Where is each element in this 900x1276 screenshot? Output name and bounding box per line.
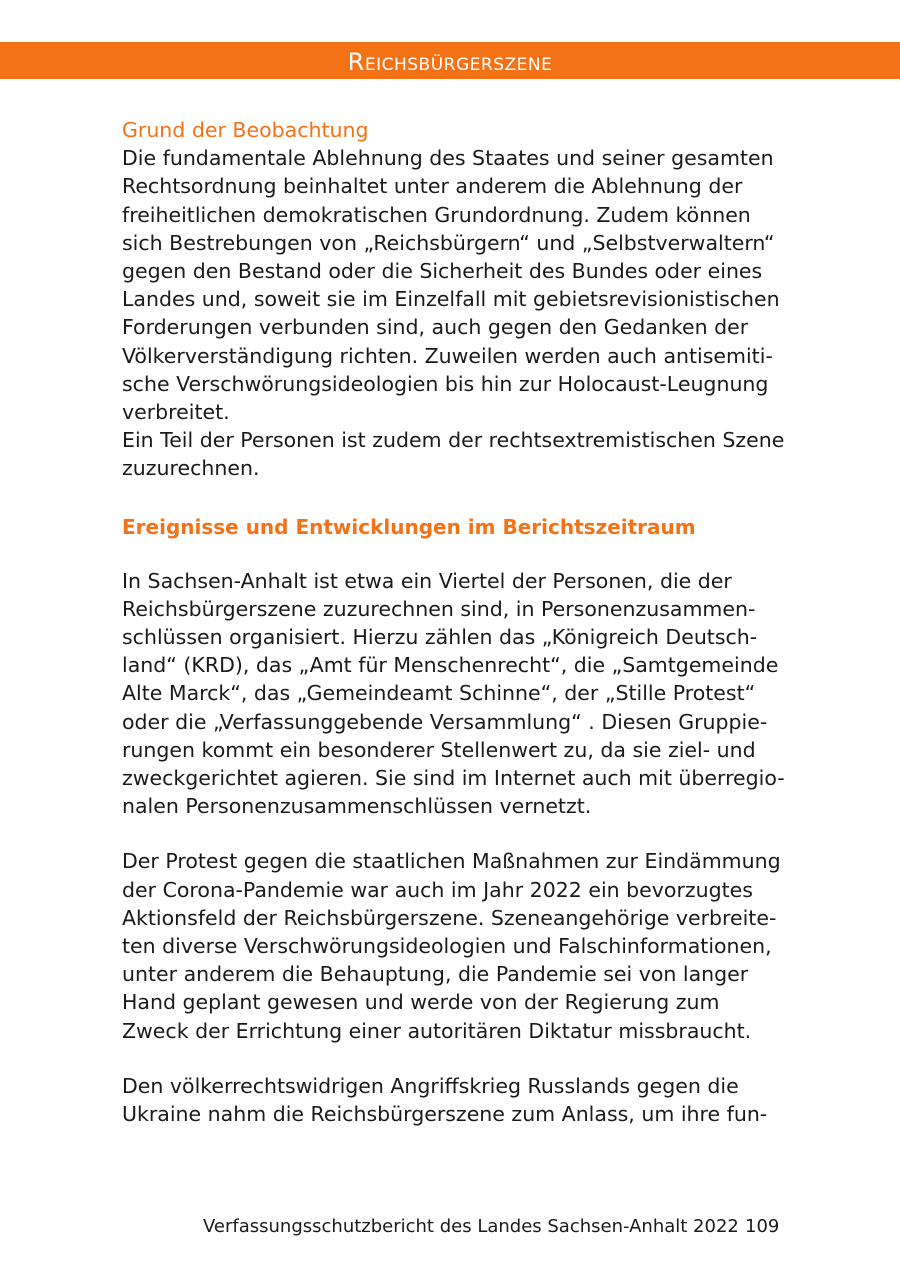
text-line: Aktionsfeld der Reichsbürgerszene. Szeneangehörige verbreite- bbox=[122, 905, 777, 930]
main-content bbox=[122, 116, 812, 1128]
text-line: freiheitlichen demokratischen Grundordnung. Zudem können bbox=[122, 202, 751, 227]
text-line: Ukraine nahm die Reichsbürgerszene zum Anlass, um ihre fun- bbox=[122, 1102, 768, 1127]
text-line: Zweck der Errichtung einer autoritären Diktatur missbraucht. bbox=[122, 1018, 752, 1043]
text-line: land“ (KRD), das „Amt für Menschenrecht“, die „Samtgemeinde bbox=[122, 653, 779, 678]
text-line: Rechtsordnung beinhaltet unter anderem die Ablehnung der bbox=[122, 174, 743, 199]
text-line: Hand geplant gewesen und werde von der Regierung zum bbox=[122, 990, 720, 1015]
text-line: Landes und, soweit sie im Einzelfall mit gebietsrevisionistischen bbox=[122, 287, 780, 312]
text-line: rungen kommt ein besonderer Stellenwert zu, da sie ziel- und bbox=[122, 737, 756, 762]
page-number: 109 bbox=[745, 1216, 780, 1237]
text-line: Die fundamentale Ablehnung des Staates und seiner gesamten bbox=[122, 146, 774, 171]
text-line: unter anderem die Behauptung, die Pandemie sei von langer bbox=[122, 962, 749, 987]
paragraph-reason bbox=[122, 144, 812, 482]
text-line: sich Bestrebungen von „Reichsbürgern“ und „Selbstverwaltern“ bbox=[122, 230, 775, 255]
text-line: ten diverse Verschwörungsideologien und Falschinformationen, bbox=[122, 934, 772, 959]
text-line: sche Verschwörungsideologien bis hin zur Holocaust-Leugnung bbox=[122, 371, 769, 396]
text-line: zuzurechnen. bbox=[122, 456, 260, 481]
text-line: der Corona-Pandemie war auch im Jahr 2022 ein bevorzugtes bbox=[122, 877, 753, 902]
subheading-reason: Grund der Beobachtung bbox=[122, 118, 369, 142]
paragraph-ukraine-war bbox=[122, 1072, 812, 1128]
section-heading-events: Ereignisse und Entwicklungen im Berichtszeitraum bbox=[122, 514, 696, 539]
text-line: verbreitet. bbox=[122, 400, 230, 425]
text-line: schlüssen organisiert. Hierzu zählen das „Königreich Deutsch- bbox=[122, 625, 758, 650]
text-line: Den völkerrechtswidrigen Angriffskrieg Russlands gegen die bbox=[122, 1073, 739, 1098]
text-line: zweckgerichtet agieren. Sie sind im Internet auch mit überregio- bbox=[122, 766, 785, 791]
page-footer bbox=[0, 1213, 900, 1241]
header-bar bbox=[0, 42, 900, 79]
text-line: Reichsbürgerszene zuzurechnen sind, in Personenzusammen- bbox=[122, 596, 756, 621]
text-line: Forderungen verbunden sind, auch gegen den Gedanken der bbox=[122, 315, 749, 340]
footer-publication-title: Verfassungsschutzbericht des Landes Sachsen-Anhalt 2022 bbox=[203, 1216, 739, 1237]
text-line: Ein Teil der Personen ist zudem der rechtsextremistischen Szene bbox=[122, 428, 785, 453]
text-line: gegen den Bestand oder die Sicherheit des Bundes oder eines bbox=[122, 259, 763, 284]
text-line: Völkerverständigung richten. Zuweilen werden auch antisemiti- bbox=[122, 343, 773, 368]
text-line: nalen Personenzusammenschlüssen vernetzt. bbox=[122, 794, 592, 819]
text-line: Alte Marck“, das „Gemeindeamt Schinne“, der „Stille Protest“ bbox=[122, 681, 756, 706]
text-line: Der Protest gegen die staatlichen Maßnahmen zur Eindämmung bbox=[122, 849, 781, 874]
paragraph-organizations bbox=[122, 567, 812, 821]
page-title: Reichsbürgerszene bbox=[347, 48, 553, 76]
text-line: In Sachsen-Anhalt ist etwa ein Viertel der Personen, die der bbox=[122, 568, 732, 593]
text-line: oder die „Verfassunggebende Versammlung“ . Diesen Gruppie- bbox=[122, 709, 768, 734]
paragraph-corona-protest bbox=[122, 847, 812, 1044]
